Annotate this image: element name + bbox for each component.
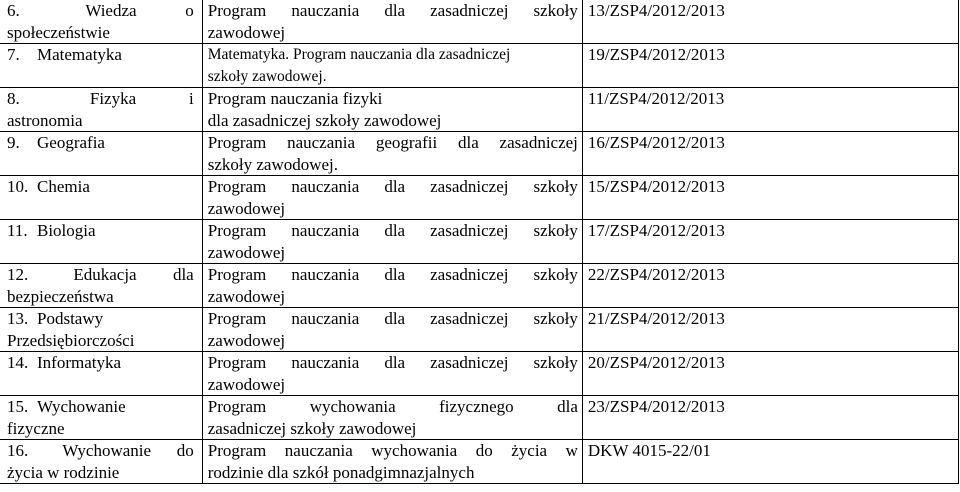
table-row (0, 176, 959, 220)
subject-name-line2: fizyczne (7, 418, 65, 438)
program-code-cell (582, 352, 958, 396)
table-row (0, 0, 959, 44)
program-code: 17/ZSP4/2012/2013 (587, 221, 725, 240)
table-row (0, 440, 959, 484)
table-row (0, 264, 959, 308)
subject-name-line1: Podstawy (37, 309, 104, 328)
table-row (0, 44, 959, 88)
program-line1: Program nauczania dla zasadniczej szkoły (207, 221, 578, 240)
program-code: 22/ZSP4/2012/2013 (587, 265, 725, 284)
program-code: DKW 4015-22/01 (587, 441, 711, 460)
table-row (0, 220, 959, 264)
row-number: 15. (7, 397, 29, 416)
program-line2: zawodowej (207, 374, 286, 394)
program-code: 15/ZSP4/2012/2013 (587, 177, 725, 196)
subject-name-line1: Fizyka i (89, 89, 194, 108)
program-code: 20/ZSP4/2012/2013 (587, 353, 725, 372)
subject-name-line2 (7, 66, 194, 88)
program-line1: Matematyka. Program nauczania dla zasadniczej (207, 46, 511, 63)
program-code: 19/ZSP4/2012/2013 (587, 45, 725, 64)
row-number: 9. (7, 133, 20, 152)
row-number: 10. (7, 177, 29, 196)
program-code-cell (582, 176, 958, 220)
program-line2: zawodowej (207, 242, 286, 262)
subject-name-line2: życia w rodzinie (7, 462, 120, 482)
subject-name-line1: Matematyka (37, 45, 122, 64)
program-code: 16/ZSP4/2012/2013 (587, 133, 725, 152)
program-cell (202, 308, 582, 352)
program-cell (202, 220, 582, 264)
subject-name-line1: Wychowanie do (62, 441, 194, 460)
program-line2: zawodowej (207, 286, 286, 306)
subject-name-line1: Biologia (37, 221, 96, 240)
program-code-cell (582, 220, 958, 264)
subject-name-line1: Edukacja dla (73, 265, 194, 284)
program-line1: Program wychowania fizycznego dla (207, 397, 578, 416)
subject-name-line2: bezpieczeństwa (7, 286, 114, 306)
table-row (0, 396, 959, 440)
program-cell (202, 396, 582, 440)
subject-name-line2 (7, 198, 194, 220)
program-cell (202, 0, 582, 44)
row-number: 7. (7, 45, 20, 64)
subject-cell (0, 176, 202, 220)
table-row (0, 352, 959, 396)
program-line1: Program nauczania geografii dla zasadniczej (207, 133, 578, 152)
program-code-cell (582, 396, 958, 440)
subject-name-line2: społeczeństwie (7, 22, 110, 42)
program-code: 21/ZSP4/2012/2013 (587, 309, 725, 328)
program-cell (202, 352, 582, 396)
row-number: 8. (7, 89, 20, 108)
program-line1: Program nauczania dla zasadniczej szkoły (207, 309, 578, 328)
program-line2: zawodowej (207, 22, 286, 42)
program-line1: Program nauczania dla zasadniczej szkoły (207, 1, 578, 20)
program-cell (202, 88, 582, 132)
subject-name-line2: astronomia (7, 110, 83, 130)
program-line2: zawodowej (207, 198, 286, 218)
subject-name-line2 (7, 242, 194, 264)
subject-name-line1: Geografia (37, 133, 105, 152)
row-number: 6. (7, 1, 20, 20)
subject-cell (0, 88, 202, 132)
program-line2: zasadniczej szkoły zawodowej (207, 418, 417, 438)
row-number: 14. (7, 353, 29, 372)
subject-cell (0, 308, 202, 352)
program-line1: Program nauczania dla zasadniczej szkoły (207, 265, 578, 284)
program-cell (202, 44, 582, 88)
program-cell (202, 176, 582, 220)
row-number: 12. (7, 265, 29, 284)
table-row (0, 132, 959, 176)
program-line1: Program nauczania wychowania do życia w (207, 441, 578, 460)
program-line2: zawodowej (207, 330, 286, 350)
program-cell (202, 440, 582, 484)
subject-cell (0, 264, 202, 308)
program-code: 13/ZSP4/2012/2013 (587, 1, 725, 20)
table-row (0, 88, 959, 132)
program-code-cell (582, 88, 958, 132)
row-number: 11. (7, 221, 28, 240)
subject-name-line1: Wiedza o (85, 1, 194, 20)
program-line1: Program nauczania dla zasadniczej szkoły (207, 177, 578, 196)
program-cell (202, 264, 582, 308)
subject-cell (0, 220, 202, 264)
subject-name-line2 (7, 154, 194, 176)
row-number: 16. (7, 441, 29, 460)
subject-name-line1: Wychowanie (37, 397, 126, 416)
program-line1: Program nauczania fizyki (207, 89, 383, 108)
program-code-cell (582, 264, 958, 308)
row-number: 13. (7, 309, 29, 328)
subject-cell (0, 352, 202, 396)
subject-name-line1: Chemia (37, 177, 90, 196)
program-code-cell (582, 0, 958, 44)
subject-cell (0, 132, 202, 176)
program-code: 11/ZSP4/2012/2013 (587, 89, 725, 108)
program-code-cell (582, 132, 958, 176)
program-code-cell (582, 440, 958, 484)
program-cell (202, 132, 582, 176)
subject-name-line1: Informatyka (37, 353, 122, 372)
table-row (0, 308, 959, 352)
program-code-cell (582, 308, 958, 352)
program-code: 23/ZSP4/2012/2013 (587, 397, 725, 416)
subject-cell (0, 0, 202, 44)
program-line2: dla zasadniczej szkoły zawodowej (207, 110, 442, 130)
subject-name-line2 (7, 374, 194, 396)
program-line2: szkoły zawodowej. (207, 154, 339, 174)
subject-cell (0, 440, 202, 484)
subject-name-line2: Przedsiębiorczości (7, 330, 135, 350)
program-line1: Program nauczania dla zasadniczej szkoły (207, 353, 578, 372)
subject-cell (0, 396, 202, 440)
program-line2: szkoły zawodowej. (207, 67, 327, 85)
program-code-cell (582, 44, 958, 88)
subject-cell (0, 44, 202, 88)
program-line2: rodzinie dla szkół ponadgimnazjalnych (207, 462, 475, 482)
